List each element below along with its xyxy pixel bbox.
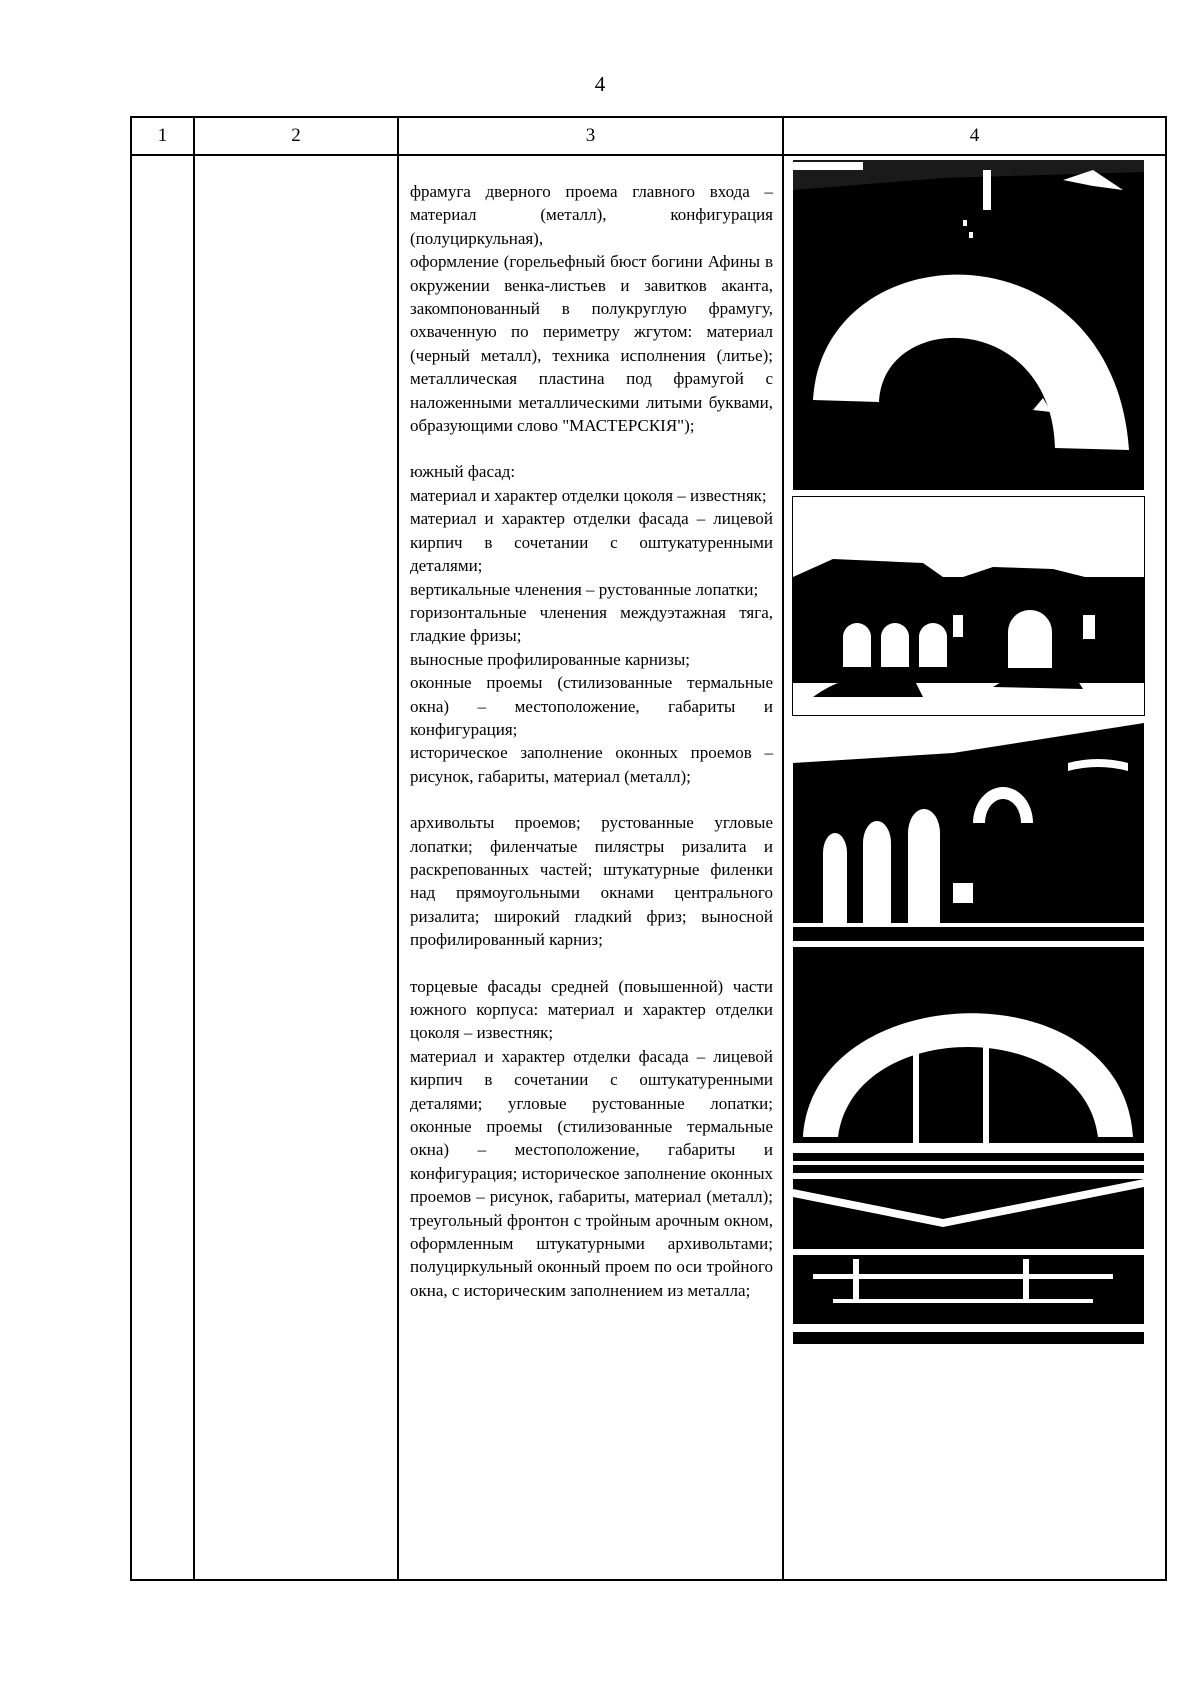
- paragraph-transom: фрамуга дверного проема главного входа – материал (металл), конфигурация (полуциркульная),: [410, 182, 773, 248]
- column-header-1: 1: [131, 117, 194, 155]
- description-text: [410, 180, 773, 1302]
- photo-transom-arch: [793, 160, 1144, 490]
- paragraph-cornices: выносные профилированные карнизы;: [410, 649, 690, 669]
- paragraph-vertical-divisions: вертикальные членения – рустованные лопатки;: [410, 579, 759, 599]
- monument-description-table: [130, 116, 1167, 1581]
- table-header-row: [131, 117, 1166, 155]
- column-header-3: 3: [398, 117, 783, 155]
- column-header-2: 2: [194, 117, 398, 155]
- cell-number: [131, 155, 194, 1580]
- photo-pediment: [793, 1179, 1144, 1344]
- paragraph-south-facade-title: южный фасад:: [410, 462, 516, 482]
- table-body-row: [131, 155, 1166, 1580]
- photo-south-facade: [793, 497, 1144, 715]
- photo-south-facade-corner: [793, 723, 1144, 941]
- paragraph-archivolts: архивольты проемов; рустованные угловые лопатки; филенчатые пилястры ризалита и раскрепованных частей; штукатурные филенки над прямоугольными окнами центрального ризалита; широкий гладкий фриз; выносной профилированный карниз;: [410, 813, 773, 950]
- paragraph-window-openings: оконные проемы (стилизованные термальные окна) – местоположение, габариты и конфигурация;: [410, 673, 773, 739]
- paragraph-end-facades-finish: материал и характер отделки фасада – лицевой кирпич в сочетании с оштукатуренными деталями; угловые рустованные лопатки; оконные проемы (стилизованные термальные окна) – местоположение, габариты и конфигурация; историческое заполнение оконных проемов – рисунок, габариты, материал (металл); треугольный фронтон с тройным арочным окном, оформленным штукатурными архивольтами; полуциркульный оконный проем по оси тройного окна, с историческим заполнением из металла;: [410, 1046, 773, 1300]
- paragraph-transom-decor: оформление (горельефный бюст богини Афины в окружении венка-листьев и завитков аканта, закомпонованный в полукруглую фрамугу, охваченную по периметру жгутом: материал (черный металл), техника исполнения (литье); металлическая пластина под фрамугой с наложенными металлическими литыми буквами, образующими слово "МАСТЕРСКIЯ");: [410, 252, 773, 436]
- column-header-4: 4: [783, 117, 1166, 155]
- photo-arched-window: [793, 947, 1144, 1173]
- paragraph-horizontal-divisions: горизонтальные членения междуэтажная тяга, гладкие фризы;: [410, 602, 773, 646]
- paragraph-facade-finish: материал и характер отделки фасада – лицевой кирпич в сочетании с оштукатуренными деталями;: [410, 509, 773, 576]
- paragraph-window-fill: историческое заполнение оконных проемов – рисунок, габариты, материал (металл);: [410, 743, 773, 786]
- cell-description: [398, 155, 783, 1580]
- cell-photos: [783, 155, 1166, 1580]
- paragraph-plinth: материал и характер отделки цоколя – известняк;: [410, 485, 767, 505]
- page-number: 4: [594, 72, 606, 96]
- paragraph-end-facades: торцевые фасады средней (повышенной) части южного корпуса: материал и характер отделки цоколя – известняк;: [410, 976, 773, 1043]
- cell-name: [194, 155, 398, 1580]
